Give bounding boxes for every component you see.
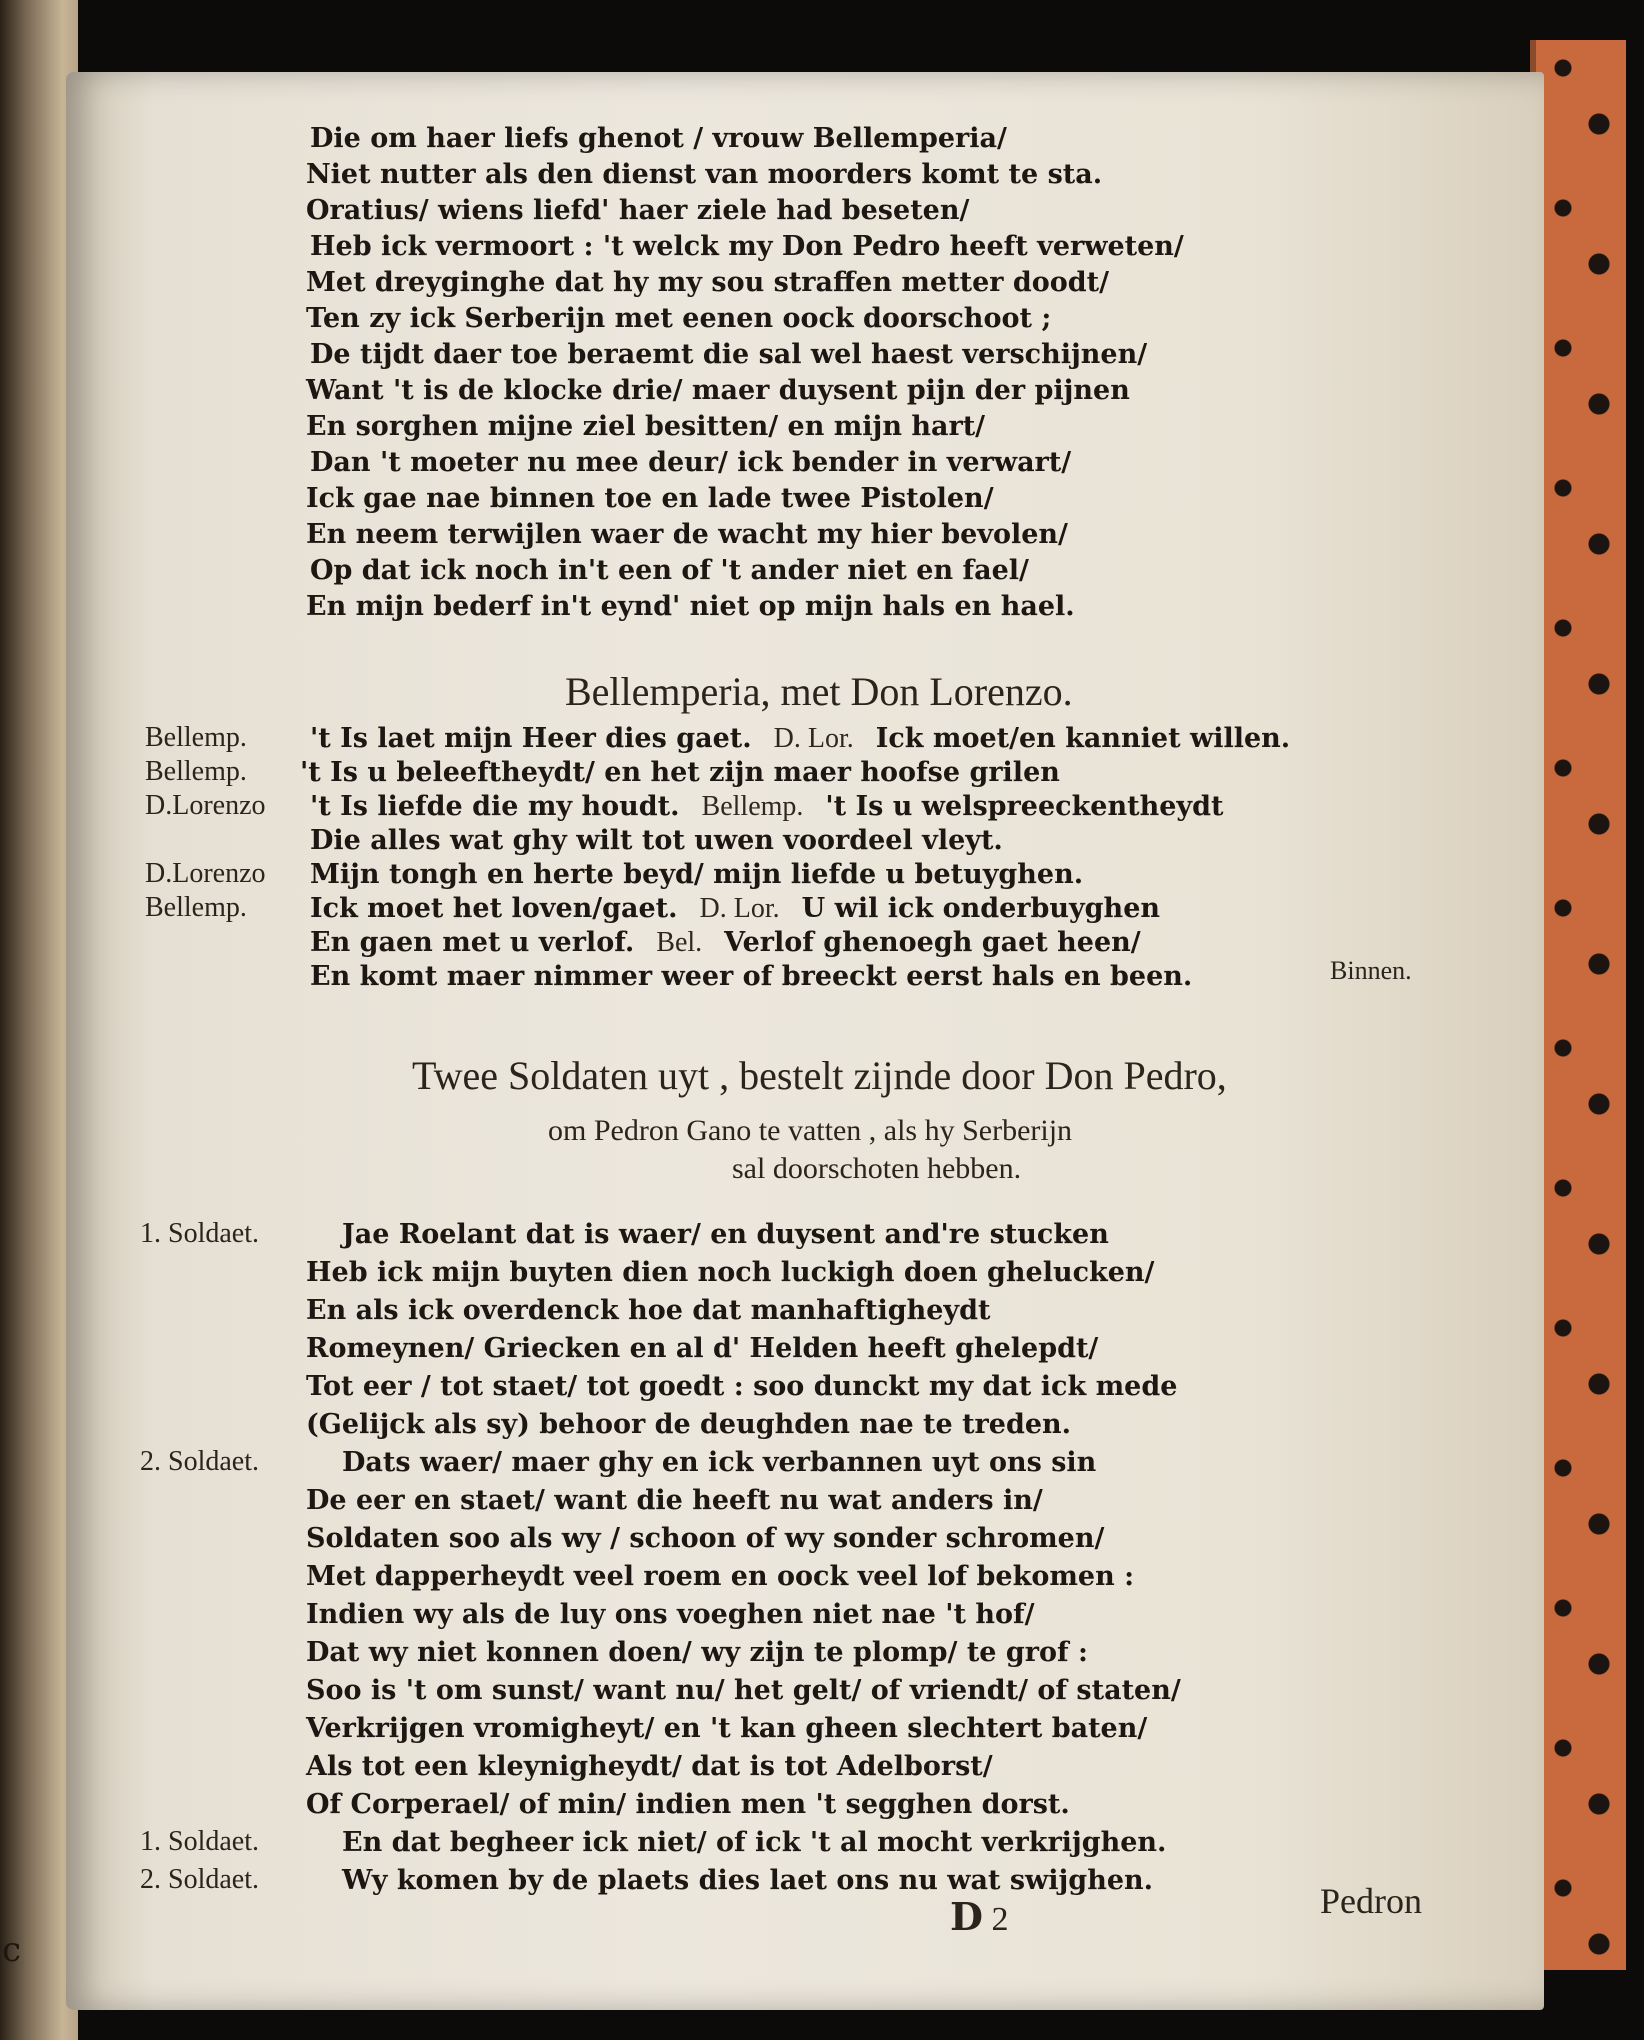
inline-speaker-label: Bellemp.	[701, 791, 804, 822]
speaker-label: 1. Soldaet.	[140, 1218, 259, 1249]
speaker-label: D.Lorenzo	[145, 858, 266, 889]
dialogue-line	[300, 756, 1060, 790]
verse-line: Ick gae nae binnen toe en lade twee Pistolen/	[306, 483, 994, 514]
dialogue-text-reply: U wil ick onderbuyghen	[801, 893, 1160, 924]
dialogue-line	[310, 824, 1003, 858]
scene-heading-bellemperia: Bellemperia, met Don Lorenzo.	[565, 669, 1073, 714]
speaker-label: 1. Soldaet.	[140, 1826, 259, 1857]
verse-line: Dan 't moeter nu mee deur/ ick bender in verwart/	[310, 447, 1072, 478]
dialogue-line	[310, 790, 1223, 824]
speaker-label: Bellemp.	[145, 722, 247, 753]
dialogue-line	[310, 722, 1290, 756]
left-page-edge-letter: c	[2, 1930, 22, 1970]
dialogue-text: En komt maer nimmer weer of breeckt eerst hals en been.	[310, 961, 1193, 992]
dialogue-line: Tot eer / tot staet/ tot goedt : soo dunckt my dat ick mede	[306, 1371, 1178, 1402]
verse-line: De tijdt daer toe beraemt die sal wel haest verschijnen/	[310, 339, 1148, 370]
speaker-label: 2. Soldaet.	[140, 1864, 259, 1895]
speaker-label: 2. Soldaet.	[140, 1446, 259, 1477]
dialogue-text: 't Is laet mijn Heer dies gaet.	[310, 723, 752, 754]
dialogue-text-reply: Verlof ghenoegh gaet heen/	[724, 927, 1141, 958]
dialogue-text: 't Is u beleeftheydt/ en het zijn maer hoofse grilen	[300, 757, 1060, 788]
verse-line: Met dreyginghe dat hy my sou straffen metter doodt/	[306, 267, 1109, 298]
dialogue-line: Als tot een kleynigheydt/ dat is tot Adelborst/	[306, 1751, 993, 1782]
verse-line: Niet nutter als den dienst van moorders komt te sta.	[306, 159, 1103, 190]
dialogue-line: Dat wy niet konnen doen/ wy zijn te plomp/ te grof :	[306, 1637, 1088, 1668]
dialogue-line: Verkrijgen vromigheyt/ en 't kan gheen slechtert baten/	[306, 1713, 1148, 1744]
scene-heading-soldaten: Twee Soldaten uyt , bestelt zijnde door Don Pedro,	[412, 1053, 1227, 1098]
dialogue-line: Romeynen/ Griecken en al d' Helden heeft ghelepdt/	[306, 1333, 1099, 1364]
signature-letter: D	[950, 1894, 983, 1939]
inline-speaker-label: D. Lor.	[773, 723, 854, 754]
dialogue-line	[310, 892, 1160, 926]
verse-line: En sorghen mijne ziel besitten/ en mijn hart/	[306, 411, 986, 442]
speaker-label: Bellemp.	[145, 756, 247, 787]
dialogue-line: Jae Roelant dat is waer/ en duysent and're stucken	[342, 1219, 1109, 1250]
stage-direction-binnen: Binnen.	[1330, 956, 1412, 985]
verse-line: Want 't is de klocke drie/ maer duysent pijn der pijnen	[306, 375, 1130, 406]
catchword: Pedron	[1320, 1881, 1422, 1921]
verse-line: En mijn bederf in't eynd' niet op mijn hals en hael.	[306, 591, 1075, 622]
dialogue-line: Soo is 't om sunst/ want nu/ het gelt/ of vriendt/ of staten/	[306, 1675, 1181, 1706]
dialogue-line	[310, 926, 1141, 960]
dialogue-line	[310, 858, 1083, 892]
dialogue-line: En als ick overdenck hoe dat manhaftigheydt	[306, 1295, 991, 1326]
dialogue-line	[310, 960, 1192, 994]
dialogue-text: En gaen met u verlof.	[310, 927, 635, 958]
dialogue-line: Dats waer/ maer ghy en ick verbannen uyt ons sin	[342, 1447, 1097, 1478]
dialogue-text: Die alles wat ghy wilt tot uwen voordeel vleyt.	[310, 825, 1003, 856]
signature-mark	[950, 1894, 1008, 1939]
dialogue-text: Ick moet het loven/gaet.	[310, 893, 678, 924]
verse-line: Heb ick vermoort : 't welck my Don Pedro heeft verweten/	[310, 231, 1184, 262]
signature-number: 2	[991, 1901, 1009, 1938]
scene-heading-subline-1: om Pedron Gano te vatten , als hy Serberijn	[548, 1114, 1073, 1147]
dialogue-line: Heb ick mijn buyten dien noch luckigh doen ghelucken/	[306, 1257, 1155, 1288]
verse-line: En neem terwijlen waer de wacht my hier bevolen/	[306, 519, 1068, 550]
dialogue-line: Wy komen by de plaets dies laet ons nu wat swijghen.	[342, 1865, 1154, 1896]
dialogue-text: Mijn tongh en herte beyd/ mijn liefde u betuyghen.	[310, 859, 1084, 890]
inline-speaker-label: Bel.	[656, 927, 703, 958]
dialogue-line: De eer en staet/ want die heeft nu wat anders in/	[306, 1485, 1043, 1516]
verse-line: Op dat ick noch in't een of 't ander niet en fael/	[310, 555, 1029, 586]
scene-heading-subline-2: sal doorschoten hebben.	[732, 1152, 1022, 1185]
dialogue-line: (Gelijck als sy) behoor de deughden nae te treden.	[306, 1409, 1072, 1440]
dialogue-text: 't Is liefde die my houdt.	[310, 791, 680, 822]
dialogue-line: Indien wy als de luy ons voeghen niet nae 't hof/	[306, 1599, 1035, 1630]
dialogue-line: Of Corperael/ of min/ indien men 't segghen dorst.	[306, 1789, 1070, 1820]
speaker-label: Bellemp.	[145, 892, 247, 923]
verse-line: Oratius/ wiens liefd' haer ziele had beseten/	[306, 195, 970, 226]
dialogue-line: En dat begheer ick niet/ of ick 't al mocht verkrijghen.	[342, 1827, 1167, 1858]
dialogue-line: Soldaten soo als wy / schoon of wy sonder schromen/	[306, 1523, 1105, 1554]
inline-speaker-label: D. Lor.	[699, 893, 780, 924]
speaker-label: D.Lorenzo	[145, 790, 266, 821]
dialogue-line: Met dapperheydt veel roem en oock veel lof bekomen :	[306, 1561, 1135, 1592]
book-cover-edge	[1530, 40, 1626, 1970]
verse-line: Die om haer liefs ghenot / vrouw Bellemperia/	[310, 123, 1007, 154]
verse-line: Ten zy ick Serberijn met eenen oock doorschoot ;	[306, 303, 1052, 334]
dialogue-text-reply: 't Is u welspreeckentheydt	[825, 791, 1224, 822]
dialogue-text-reply: Ick moet/en kanniet willen.	[875, 723, 1291, 754]
